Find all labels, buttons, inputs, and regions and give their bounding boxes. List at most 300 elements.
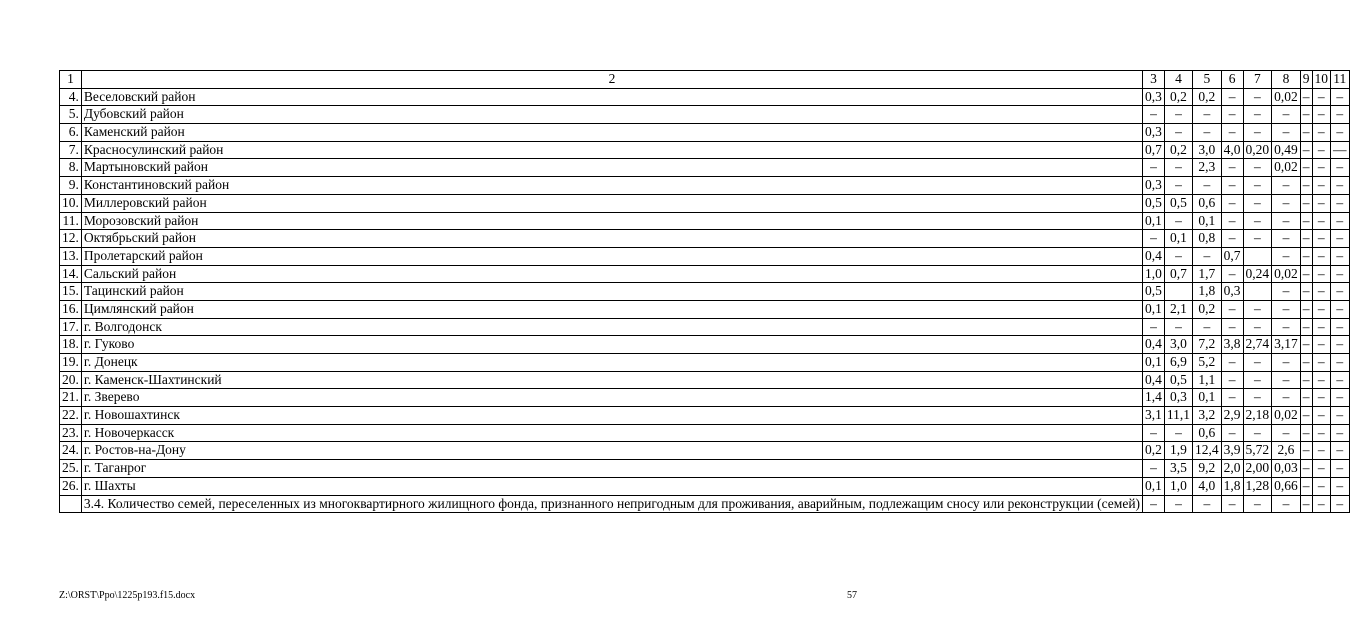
value-cell: – [1164,247,1192,265]
table-row [60,159,1350,177]
value-cell: – [1312,389,1331,407]
value-cell: 3 [1143,71,1165,89]
value-cell: – [1243,194,1272,212]
value-cell: 2,00 [1243,460,1272,478]
name-cell: Миллеровский район [81,194,1142,212]
value-cell: – [1331,283,1350,301]
value-cell: – [1221,177,1243,195]
value-cell: – [1143,460,1165,478]
value-cell: – [1331,442,1350,460]
row-number-cell: 16. [60,300,82,318]
value-cell: – [1272,177,1301,195]
value-cell: – [1272,371,1301,389]
value-cell: – [1243,389,1272,407]
value-cell: 0,66 [1272,477,1301,495]
value-cell: – [1243,371,1272,389]
value-cell: – [1312,371,1331,389]
table-row [60,477,1350,495]
value-cell: 0,3 [1143,177,1165,195]
value-cell: 3,1 [1143,407,1165,425]
value-cell: 0,1 [1143,300,1165,318]
value-cell: 3,8 [1221,336,1243,354]
value-cell: 2,0 [1221,460,1243,478]
table-row [60,336,1350,354]
value-cell: – [1193,247,1222,265]
value-cell: – [1221,354,1243,372]
name-cell: Константиновский район [81,177,1142,195]
value-cell: – [1164,424,1192,442]
table-row [60,247,1350,265]
value-cell: – [1312,230,1331,248]
value-cell: – [1312,318,1331,336]
value-cell: 3,17 [1272,336,1301,354]
value-cell: 5,72 [1243,442,1272,460]
name-cell: Морозовский район [81,212,1142,230]
name-cell: Красносулинский район [81,141,1142,159]
name-cell: Веселовский район [81,88,1142,106]
table-row [60,106,1350,124]
value-cell: – [1164,106,1192,124]
value-cell: – [1300,371,1312,389]
value-cell: – [1312,300,1331,318]
value-cell: – [1164,212,1192,230]
row-number-cell: 5. [60,106,82,124]
value-cell: – [1331,336,1350,354]
value-cell: – [1243,424,1272,442]
value-cell: 0,2 [1164,141,1192,159]
value-cell: 3,0 [1164,336,1192,354]
value-cell: – [1300,212,1312,230]
table-row [60,371,1350,389]
value-cell: 6 [1221,71,1243,89]
value-cell: 0,24 [1243,265,1272,283]
value-cell: 1,0 [1164,477,1192,495]
value-cell: – [1272,300,1301,318]
value-cell: — [1331,141,1350,159]
value-cell: 1,4 [1143,389,1165,407]
value-cell: 0,3 [1164,389,1192,407]
value-cell: 2,18 [1243,407,1272,425]
value-cell: – [1272,212,1301,230]
row-number-cell: 17. [60,318,82,336]
value-cell: – [1221,265,1243,283]
name-cell: г. Зверево [81,389,1142,407]
value-cell: – [1300,177,1312,195]
value-cell: – [1300,141,1312,159]
row-number-cell: 26. [60,477,82,495]
value-cell: – [1312,265,1331,283]
value-cell: 8 [1272,71,1301,89]
value-cell: – [1272,106,1301,124]
value-cell: – [1272,495,1301,513]
value-cell: – [1331,495,1350,513]
table-row [60,194,1350,212]
value-cell: – [1300,194,1312,212]
value-cell: – [1300,354,1312,372]
name-cell: 2 [81,71,1142,89]
value-cell: 0,5 [1143,283,1165,301]
table-row [60,424,1350,442]
row-number-cell: 22. [60,407,82,425]
value-cell: 2,74 [1243,336,1272,354]
value-cell: 10 [1312,71,1331,89]
row-number-cell: 9. [60,177,82,195]
value-cell: 5,2 [1193,354,1222,372]
value-cell: 0,1 [1143,477,1165,495]
value-cell: – [1143,159,1165,177]
value-cell: – [1272,354,1301,372]
table-row [60,300,1350,318]
value-cell: – [1312,283,1331,301]
value-cell: – [1221,88,1243,106]
value-cell: 0,02 [1272,407,1301,425]
name-cell: г. Таганрог [81,460,1142,478]
row-number-cell: 4. [60,88,82,106]
value-cell: – [1221,124,1243,142]
value-cell: 12,4 [1193,442,1222,460]
value-cell: – [1221,424,1243,442]
value-cell: 7,2 [1193,336,1222,354]
value-cell: 1,28 [1243,477,1272,495]
value-cell: 0,8 [1193,230,1222,248]
value-cell: 0,02 [1272,265,1301,283]
row-number-cell: 8. [60,159,82,177]
row-number-cell: 7. [60,141,82,159]
value-cell: – [1300,318,1312,336]
value-cell: 0,7 [1143,141,1165,159]
value-cell: 0,2 [1193,300,1222,318]
name-cell: г. Волгодонск [81,318,1142,336]
value-cell: – [1331,212,1350,230]
name-cell: г. Новошахтинск [81,407,1142,425]
value-cell: – [1143,318,1165,336]
value-cell: 3,9 [1221,442,1243,460]
value-cell: – [1312,407,1331,425]
value-cell: – [1331,265,1350,283]
name-cell: Октябрьский район [81,230,1142,248]
table-row [60,389,1350,407]
value-cell: 2,6 [1272,442,1301,460]
value-cell: – [1300,495,1312,513]
value-cell: – [1300,159,1312,177]
value-cell: – [1164,159,1192,177]
name-cell: г. Ростов-на-Дону [81,442,1142,460]
page-number: 57 [847,590,857,601]
name-cell: г. Каменск-Шахтинский [81,371,1142,389]
value-cell: – [1143,106,1165,124]
value-cell: – [1312,336,1331,354]
value-cell: 0,20 [1243,141,1272,159]
value-cell: 0,1 [1193,212,1222,230]
value-cell: – [1193,106,1222,124]
value-cell: – [1300,407,1312,425]
table-row [60,212,1350,230]
value-cell: – [1221,371,1243,389]
value-cell: – [1300,106,1312,124]
value-cell: – [1300,230,1312,248]
value-cell: 0,2 [1164,88,1192,106]
value-cell: 9 [1300,71,1312,89]
value-cell: – [1221,230,1243,248]
value-cell: 0,5 [1164,371,1192,389]
value-cell: – [1243,88,1272,106]
value-cell: 0,3 [1143,88,1165,106]
value-cell: 0,3 [1221,283,1243,301]
value-cell: 0,3 [1143,124,1165,142]
table-row [60,407,1350,425]
value-cell: 0,4 [1143,371,1165,389]
value-cell: – [1243,300,1272,318]
value-cell: – [1272,283,1301,301]
name-cell: Каменский район [81,124,1142,142]
value-cell: 1,8 [1193,283,1222,301]
value-cell: – [1272,424,1301,442]
value-cell: – [1243,230,1272,248]
value-cell: – [1243,212,1272,230]
value-cell: – [1300,477,1312,495]
value-cell: – [1300,265,1312,283]
value-cell: – [1193,124,1222,142]
value-cell: 3,0 [1193,141,1222,159]
name-cell: Дубовский район [81,106,1142,124]
name-cell: Мартыновский район [81,159,1142,177]
value-cell: – [1272,247,1301,265]
name-cell: Пролетарский район [81,247,1142,265]
value-cell: – [1331,247,1350,265]
value-cell: – [1331,371,1350,389]
value-cell: – [1243,177,1272,195]
value-cell: – [1331,389,1350,407]
value-cell: – [1331,124,1350,142]
value-cell [1243,247,1272,265]
value-cell: – [1331,460,1350,478]
value-cell: – [1221,318,1243,336]
value-cell: – [1143,495,1165,513]
value-cell: – [1312,88,1331,106]
value-cell: – [1300,389,1312,407]
value-cell: – [1312,354,1331,372]
table-row [60,265,1350,283]
value-cell: – [1300,336,1312,354]
value-cell: – [1272,389,1301,407]
value-cell: 0,1 [1193,389,1222,407]
value-cell: – [1164,495,1192,513]
value-cell: – [1300,460,1312,478]
data-table [59,70,1350,513]
header-row [60,71,1350,89]
value-cell: – [1300,124,1312,142]
value-cell: – [1312,124,1331,142]
row-number-cell: 15. [60,283,82,301]
value-cell: – [1221,106,1243,124]
value-cell: 2,1 [1164,300,1192,318]
value-cell: – [1312,106,1331,124]
row-number-cell: 25. [60,460,82,478]
value-cell: – [1312,194,1331,212]
value-cell: – [1243,318,1272,336]
value-cell: – [1331,477,1350,495]
value-cell: – [1312,212,1331,230]
value-cell: – [1143,230,1165,248]
value-cell: – [1243,124,1272,142]
name-cell: 3.4. Количество семей, переселенных из многоквартирного жилищного фонда, признанного непригодным для проживания, аварийным, подлежащим сносу или реконструкции (семей) [81,495,1142,513]
value-cell: – [1312,477,1331,495]
row-number-cell: 14. [60,265,82,283]
value-cell: – [1193,318,1222,336]
value-cell: – [1272,318,1301,336]
value-cell: – [1312,177,1331,195]
value-cell: 0,6 [1193,194,1222,212]
value-cell: 4,0 [1221,141,1243,159]
value-cell: – [1272,124,1301,142]
value-cell: – [1164,177,1192,195]
value-cell: 4,0 [1193,477,1222,495]
row-number-cell: 23. [60,424,82,442]
table-row [60,318,1350,336]
value-cell: – [1300,88,1312,106]
value-cell: – [1331,354,1350,372]
value-cell: – [1221,389,1243,407]
name-cell: г. Шахты [81,477,1142,495]
value-cell: – [1300,247,1312,265]
name-cell: г. Гуково [81,336,1142,354]
value-cell: 0,02 [1272,159,1301,177]
value-cell: – [1312,159,1331,177]
value-cell: – [1331,407,1350,425]
value-cell: – [1221,194,1243,212]
file-path: Z:\ORST\Ppo\1225p193.f15.docx [59,590,196,601]
value-cell: 0,02 [1272,88,1301,106]
value-cell: – [1300,424,1312,442]
value-cell: – [1221,212,1243,230]
value-cell: 0,1 [1164,230,1192,248]
value-cell: 0,1 [1143,212,1165,230]
table-row [60,354,1350,372]
value-cell: – [1312,247,1331,265]
value-cell: 0,5 [1143,194,1165,212]
table-row [60,442,1350,460]
value-cell [1243,283,1272,301]
name-cell: Цимлянский район [81,300,1142,318]
row-number-cell: 13. [60,247,82,265]
value-cell: – [1331,194,1350,212]
value-cell: – [1221,300,1243,318]
value-cell: – [1243,354,1272,372]
table-row [60,283,1350,301]
value-cell: – [1312,141,1331,159]
table-row [60,124,1350,142]
value-cell: – [1331,318,1350,336]
row-number-cell: 19. [60,354,82,372]
row-number-cell: 10. [60,194,82,212]
value-cell: – [1331,230,1350,248]
value-cell: 1,0 [1143,265,1165,283]
value-cell: 1,8 [1221,477,1243,495]
value-cell: – [1312,424,1331,442]
value-cell: – [1331,106,1350,124]
row-number-cell: 11. [60,212,82,230]
value-cell: 0,49 [1272,141,1301,159]
value-cell: 2,3 [1193,159,1222,177]
value-cell: 0,5 [1164,194,1192,212]
value-cell: – [1143,424,1165,442]
value-cell: 11 [1331,71,1350,89]
value-cell: – [1221,495,1243,513]
table-row [60,460,1350,478]
value-cell: – [1164,124,1192,142]
value-cell: 0,7 [1221,247,1243,265]
value-cell: – [1272,194,1301,212]
value-cell: 7 [1243,71,1272,89]
value-cell: – [1300,300,1312,318]
table-row [60,230,1350,248]
name-cell: Тацинский район [81,283,1142,301]
value-cell: 1,1 [1193,371,1222,389]
value-cell: 0,2 [1143,442,1165,460]
value-cell: 2,9 [1221,407,1243,425]
value-cell: 0,4 [1143,336,1165,354]
row-number-cell: 6. [60,124,82,142]
value-cell: 0,7 [1164,265,1192,283]
value-cell: 5 [1193,71,1222,89]
value-cell: – [1300,442,1312,460]
value-cell: 6,9 [1164,354,1192,372]
value-cell: 0,4 [1143,247,1165,265]
value-cell: 0,2 [1193,88,1222,106]
value-cell: – [1312,495,1331,513]
value-cell: – [1243,159,1272,177]
table-row-summary [60,495,1350,513]
row-number-cell: 12. [60,230,82,248]
table-row [60,88,1350,106]
value-cell: – [1300,283,1312,301]
value-cell: – [1164,318,1192,336]
row-number-cell: 20. [60,371,82,389]
value-cell: 11,1 [1164,407,1192,425]
row-number-cell: 21. [60,389,82,407]
value-cell: – [1193,495,1222,513]
value-cell: 3,2 [1193,407,1222,425]
value-cell: – [1243,495,1272,513]
name-cell: Сальский район [81,265,1142,283]
value-cell: 0,6 [1193,424,1222,442]
table-row [60,141,1350,159]
value-cell: – [1221,159,1243,177]
value-cell: 0,03 [1272,460,1301,478]
value-cell: 1,7 [1193,265,1222,283]
value-cell: – [1331,300,1350,318]
value-cell: 3,5 [1164,460,1192,478]
row-number-cell: 18. [60,336,82,354]
value-cell: – [1312,442,1331,460]
value-cell: – [1331,424,1350,442]
value-cell: 4 [1164,71,1192,89]
value-cell: – [1193,177,1222,195]
value-cell: – [1272,230,1301,248]
table-row [60,177,1350,195]
value-cell: – [1312,460,1331,478]
name-cell: г. Новочеркасск [81,424,1142,442]
row-number-cell [60,495,82,513]
value-cell: – [1243,106,1272,124]
value-cell: – [1331,159,1350,177]
row-number-cell: 1 [60,71,82,89]
value-cell: 1,9 [1164,442,1192,460]
name-cell: г. Донецк [81,354,1142,372]
value-cell: 0,1 [1143,354,1165,372]
value-cell: 9,2 [1193,460,1222,478]
value-cell [1164,283,1192,301]
